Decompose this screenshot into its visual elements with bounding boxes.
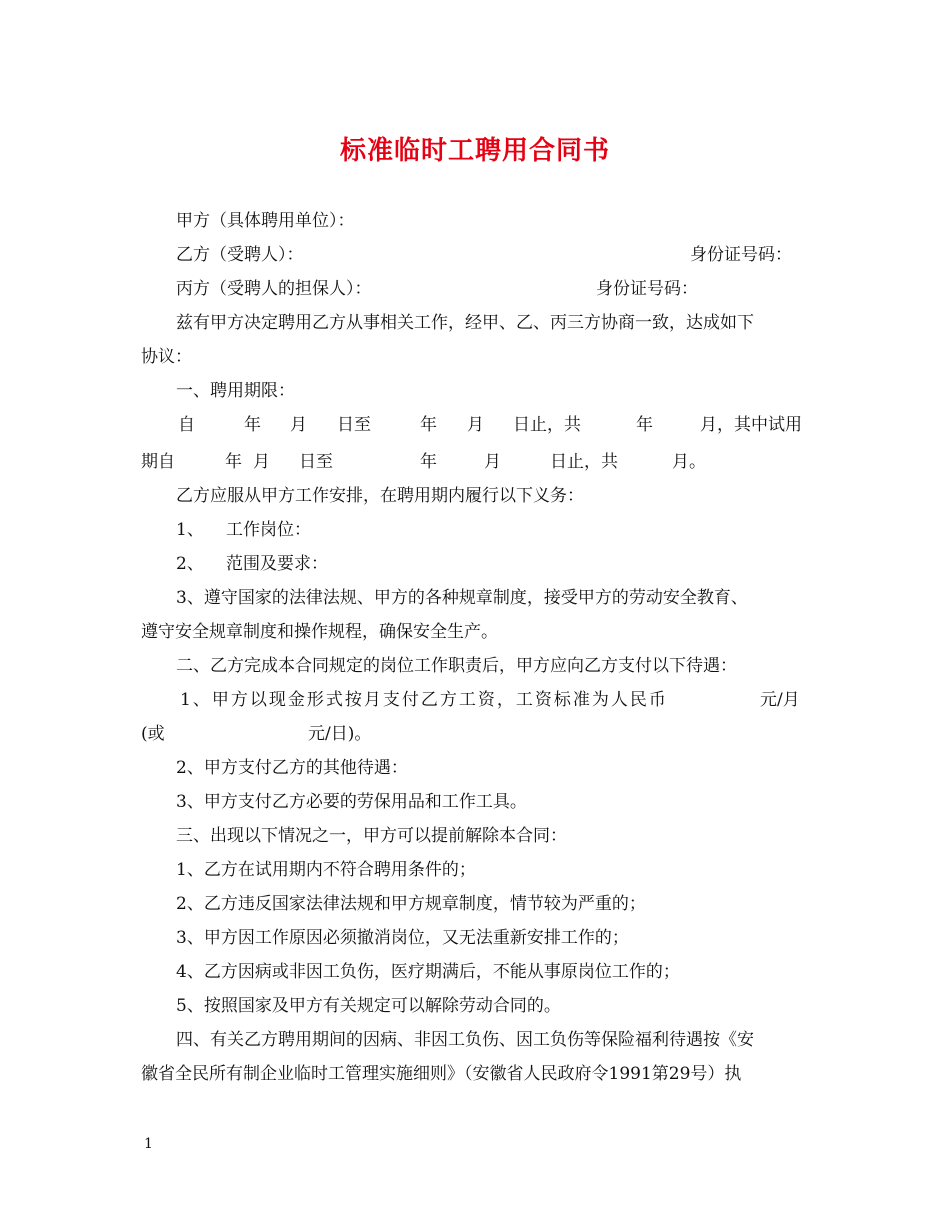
termination-item-4: 4、乙方因病或非因工负伤，医疗期满后，不能从事原岗位工作的； (176, 962, 680, 982)
probation-total-month-label: 月。 (672, 452, 706, 472)
intro-paragraph-line-1: 兹有甲方决定聘用乙方从事相关工作，经甲、乙、丙三方协商一致，达成如下 (176, 313, 754, 333)
party-b-line: 乙方（受聘人）： (176, 245, 304, 265)
duty-3-line-2: 遵守安全规章制度和操作规程，确保安全生产。 (141, 622, 498, 642)
duty-2-number: 2、 (176, 554, 204, 574)
probation-from-label: 期自 (141, 452, 175, 472)
termination-item-3: 3、甲方因工作原因必须撤消岗位，又无法重新安排工作的； (176, 928, 629, 948)
probation-end-month-label: 月 (484, 452, 501, 472)
pay-3: 3、甲方支付乙方必要的劳保用品和工作工具。 (176, 792, 527, 812)
duty-1-text: 工作岗位： (226, 520, 311, 540)
pay-1-unit-day: 元/日)。 (308, 724, 372, 744)
termination-item-2: 2、乙方违反国家法律法规和甲方规章制度，情节较为严重的； (176, 894, 646, 914)
duty-3-line-1: 3、遵守国家的法律法规、甲方的各种规章制度，接受甲方的劳动安全教育、 (176, 588, 748, 608)
page-number: 1 (144, 1136, 153, 1152)
party-a-line: 甲方（具体聘用单位）： (176, 211, 355, 231)
section-4-line-2: 徽省全民所有制企业临时工管理实施细则》（安徽省人民政府令1991第29号）执 (141, 1064, 742, 1084)
term-end-month-label: 月 (467, 415, 484, 435)
probation-end-day-total-label: 日止，共 (550, 452, 618, 472)
section-2-title: 二、乙方完成本合同规定的岗位工作职责后，甲方应向乙方支付以下待遇： (176, 656, 737, 676)
section-4-line-1: 四、有关乙方聘用期间的因病、非因工负伤、因工负伤等保险福利待遇按《安 (176, 1030, 754, 1050)
pay-2: 2、甲方支付乙方的其他待遇： (176, 758, 408, 778)
pay-1-line-1: 1、甲方以现金形式按月支付乙方工资，工资标准为人民币 (180, 690, 668, 710)
duty-1-number: 1、 (176, 520, 204, 540)
term-total-year-label: 年 (636, 415, 653, 435)
term-end-year-label: 年 (420, 415, 437, 435)
term-from-label: 自 (178, 415, 195, 435)
pay-1-unit-month: 元/月 (760, 690, 800, 710)
term-day-to-label: 日至 (337, 415, 371, 435)
duty-2-text: 范围及要求： (226, 554, 328, 574)
section-1-title: 一、聘用期限： (176, 381, 295, 401)
probation-year-label: 年 (225, 452, 242, 472)
party-c-id-label: 身份证号码： (596, 279, 698, 299)
intro-paragraph-line-2: 协议： (141, 347, 192, 367)
probation-end-year-label: 年 (420, 452, 437, 472)
termination-item-5: 5、按照国家及甲方有关规定可以解除劳动合同的。 (176, 996, 561, 1016)
termination-item-1: 1、乙方在试用期内不符合聘用条件的； (176, 860, 476, 880)
probation-month-label: 月 (253, 452, 270, 472)
duties-intro: 乙方应服从甲方工作安排，在聘用期内履行以下义务： (176, 486, 584, 506)
term-total-month-probation-label: 月，其中试用 (700, 415, 802, 435)
term-year-label: 年 (244, 415, 261, 435)
probation-day-to-label: 日至 (299, 452, 333, 472)
term-month-label: 月 (290, 415, 307, 435)
party-b-id-label: 身份证号码： (690, 245, 792, 265)
section-3-title: 三、出现以下情况之一，甲方可以提前解除本合同： (176, 826, 567, 846)
document-title: 标准临时工聘用合同书 (339, 136, 610, 166)
term-end-day-total-label: 日止，共 (513, 415, 581, 435)
party-c-line: 丙方（受聘人的担保人）： (176, 279, 372, 299)
pay-1-line-2-open: (或 (141, 724, 165, 744)
